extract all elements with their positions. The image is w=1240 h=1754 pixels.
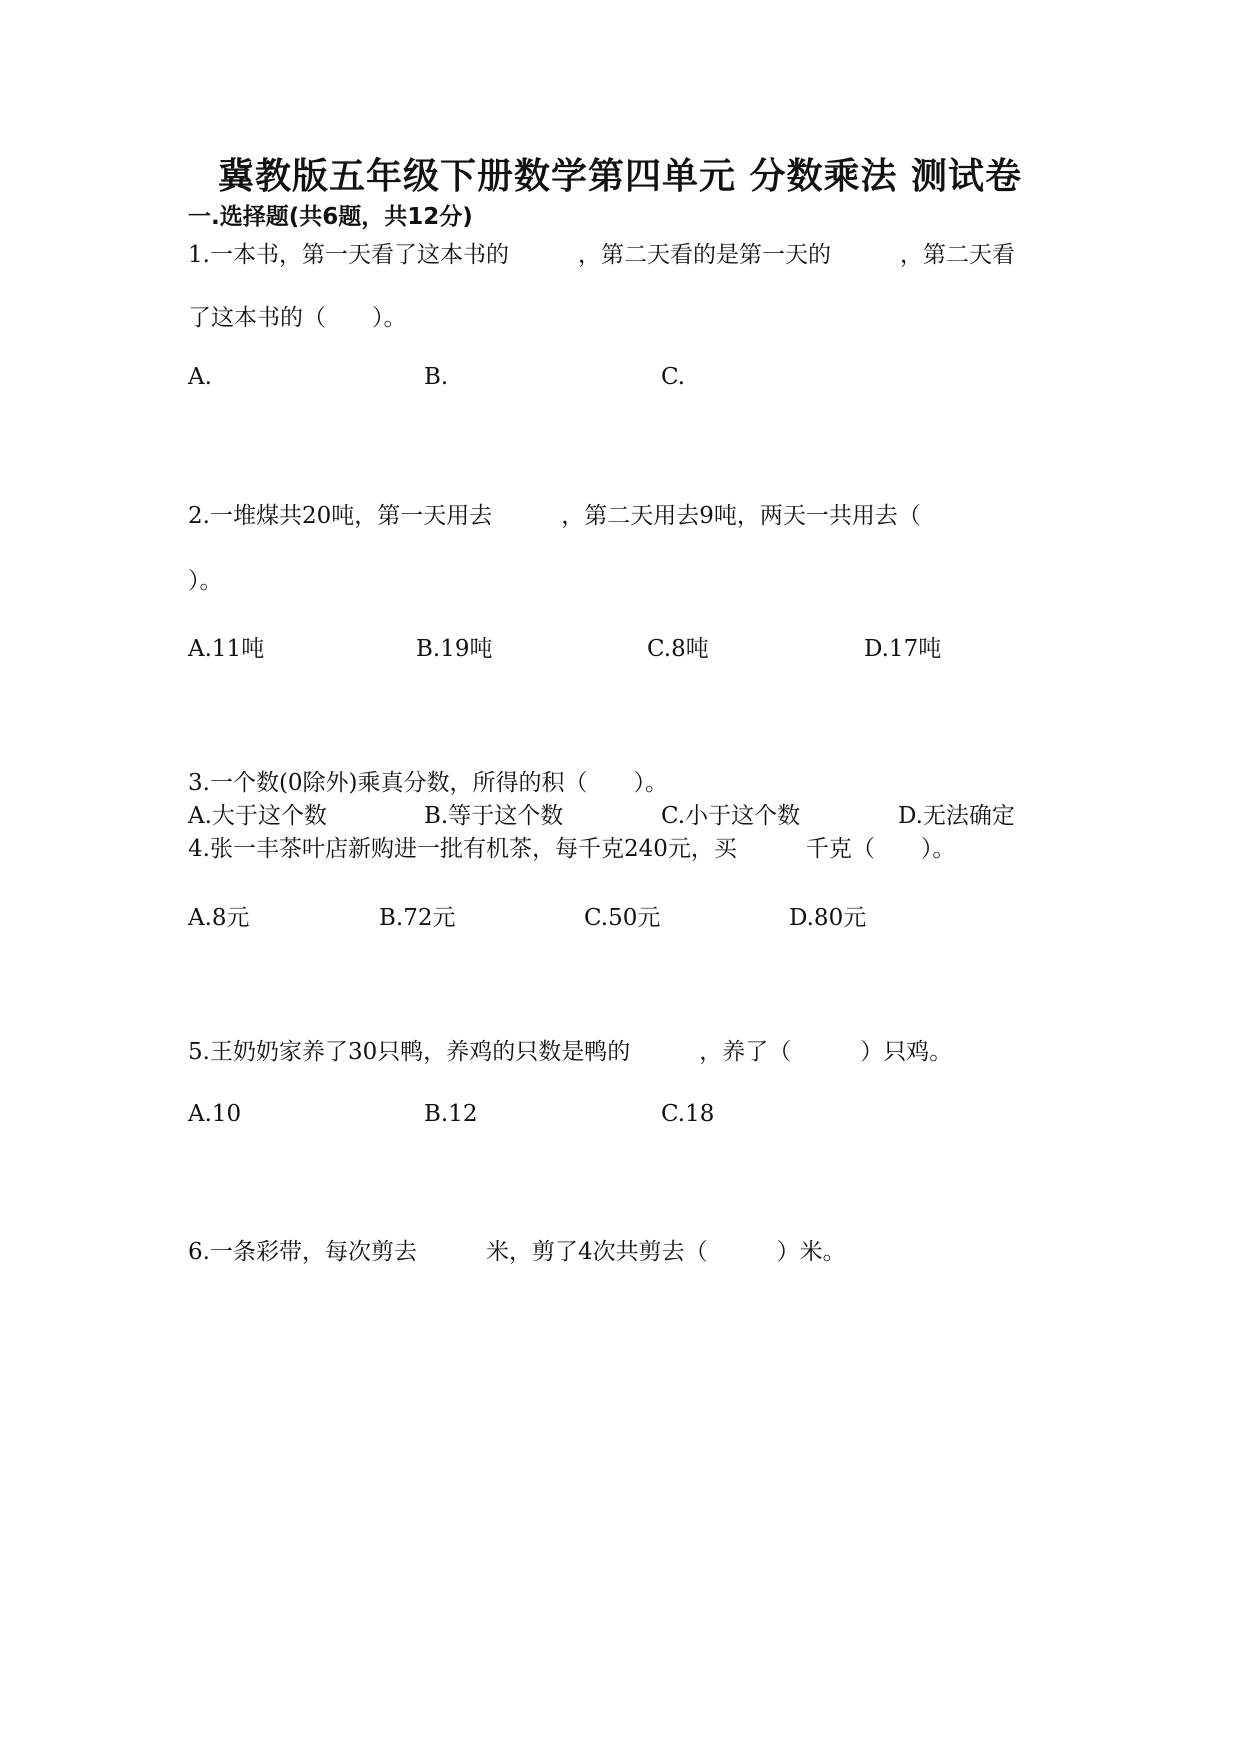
question-2-option-b[interactable]: B.19吨 <box>416 636 493 662</box>
question-5-option-b[interactable]: B.12 <box>424 1101 478 1127</box>
question-3-option-a[interactable]: A.大于这个数 <box>188 803 327 829</box>
question-5-line-1: 5.王奶奶家养了30只鸭，养鸡的只数是鸭的 ，养了（ ）只鸡。 <box>188 1039 953 1065</box>
page-title: 冀教版五年级下册数学第四单元 分数乘法 测试卷 <box>217 156 1023 197</box>
question-1-line-1: 1.一本书，第一天看了这本书的 ，第二天看的是第一天的 ，第二天看 <box>188 242 1015 268</box>
question-5-option-c[interactable]: C.18 <box>661 1101 715 1127</box>
question-4-option-b[interactable]: B.72元 <box>379 905 456 931</box>
question-3-line-1: 3.一个数(0除外)乘真分数，所得的积（ ）。 <box>188 770 669 796</box>
question-2-line-1: 2.一堆煤共20吨，第一天用去 ，第二天用去9吨，两天一共用去（ <box>188 503 921 529</box>
question-2-option-d[interactable]: D.17吨 <box>864 636 942 662</box>
question-3-option-d[interactable]: D.无法确定 <box>898 803 1015 829</box>
question-1-option-b[interactable]: B. <box>424 364 449 390</box>
question-3-option-c[interactable]: C.小于这个数 <box>661 803 801 829</box>
question-4-line-1: 4.张一丰茶叶店新购进一批有机茶，每千克240元，买 千克（ ）。 <box>188 836 956 862</box>
section-heading: 一.选择题(共6题，共12分) <box>188 204 473 230</box>
question-4-option-a[interactable]: A.8元 <box>188 905 250 931</box>
question-5-option-a[interactable]: A.10 <box>188 1101 242 1127</box>
question-6-line-1: 6.一条彩带，每次剪去 米，剪了4次共剪去（ ）米。 <box>188 1239 846 1265</box>
question-2-line-2: ）。 <box>188 568 223 594</box>
question-3-option-b[interactable]: B.等于这个数 <box>424 803 564 829</box>
question-4-option-c[interactable]: C.50元 <box>584 905 661 931</box>
question-1-option-a[interactable]: A. <box>188 364 212 390</box>
question-1-option-c[interactable]: C. <box>661 364 686 390</box>
question-4-option-d[interactable]: D.80元 <box>789 905 867 931</box>
question-2-option-a[interactable]: A.11吨 <box>188 636 265 662</box>
question-1-line-2: 了这本书的（ ）。 <box>188 305 407 331</box>
question-2-option-c[interactable]: C.8吨 <box>647 636 709 662</box>
